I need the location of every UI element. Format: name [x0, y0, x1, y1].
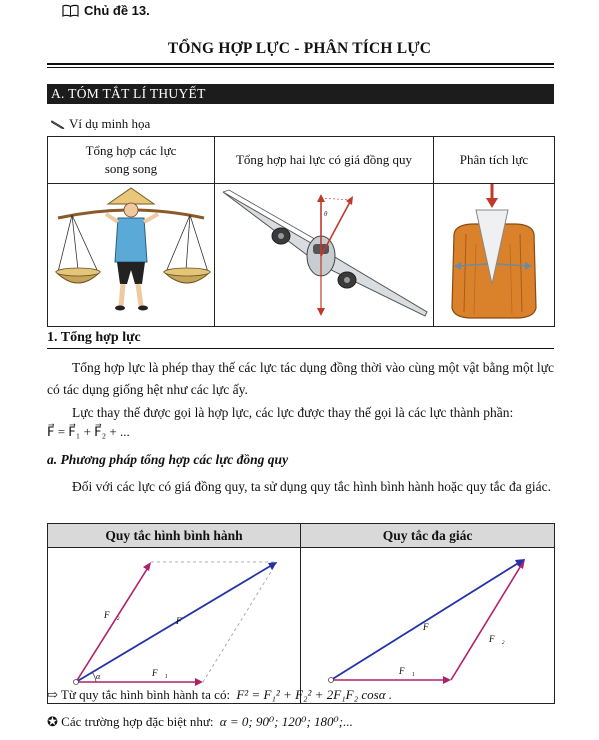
airplane-illustration: [215, 184, 433, 322]
label-f: F⃗: [176, 616, 189, 626]
porter-illustration: [48, 184, 214, 322]
header-parallel: Tổng hợp các lực song song: [85, 143, 177, 176]
label-f2: F⃗₂: [104, 610, 120, 620]
chapter-text: Chủ đề 13.: [84, 3, 150, 18]
label-f1: F⃗₁: [152, 668, 168, 678]
label-f: F⃗: [423, 622, 436, 632]
method-paragraph: Đối với các lực có giá đồng quy, ta sử dụng quy tắc hình bình hành hoặc quy tắc đa giác.: [72, 479, 552, 494]
title-rule-thin: [47, 67, 554, 68]
title-rule: [47, 63, 554, 65]
method-heading: a. Phương pháp tổng hợp các lực đồng quy: [47, 452, 289, 467]
header-parallelogram-rule: Quy tắc hình bình hành: [48, 524, 301, 548]
example-label: Ví dụ minh họa: [69, 116, 151, 131]
special-cases-intro: Các trường hợp đặc biệt như:: [61, 714, 214, 729]
parallelogram-diagram: [48, 548, 300, 698]
page-title: TỔNG HỢP LỰC - PHÂN TÍCH LỰC: [167, 40, 432, 57]
label-f1: F⃗₁: [399, 666, 415, 676]
header-concurrent: Tổng hợp hai lực có giá đồng quy: [215, 137, 434, 184]
wedge-log-illustration: [434, 184, 554, 322]
arrow-bullet-icon: ⇨: [47, 687, 58, 702]
header-decomposition: Phân tích lực: [434, 137, 555, 184]
magnitude-formula: F² = F₁² + F₂² + 2F₁F₂ cosα .: [236, 687, 393, 702]
special-angles: α = 0; 90⁰; 120⁰; 180⁰;...: [219, 714, 353, 729]
polygon-diagram: [301, 548, 554, 698]
pencil-icon: [51, 119, 65, 129]
special-cases-line: [47, 714, 353, 730]
label-f2: F⃗₂: [489, 634, 505, 644]
illustration-table: [47, 136, 555, 327]
section-a-bar: A. TÓM TẮT LÍ THUYẾT: [47, 84, 554, 104]
label-alpha: α: [96, 672, 101, 681]
vector-sum-formula: F⃗ = F⃗₁ + F⃗₂ + ...: [47, 424, 130, 439]
chapter-label: [62, 3, 150, 18]
svg-text:θ: θ: [324, 210, 328, 218]
formula-intro: Từ quy tắc hình bình hành ta có:: [60, 687, 231, 702]
parallelogram-formula-line: [47, 687, 392, 703]
header-polygon-rule: Quy tắc đa giác: [301, 524, 555, 548]
rules-table: [47, 523, 555, 704]
book-icon: [62, 4, 79, 17]
paragraph-definition: Tổng hợp lực là phép thay thế các lực tác dụng đồng thời vào cùng một vật bằng một lực có tác dụng giống hệt như các lực ấy.: [47, 360, 554, 397]
section-1-heading: 1. Tổng hợp lực: [47, 330, 141, 345]
gear-bullet-icon: ✪: [47, 714, 58, 729]
paragraph-resultant: Lực thay thế được gọi là hợp lực, các lực được thay thế gọi là các lực thành phần:: [72, 405, 514, 420]
section-1-rule: [47, 348, 554, 349]
example-heading: [51, 116, 150, 132]
